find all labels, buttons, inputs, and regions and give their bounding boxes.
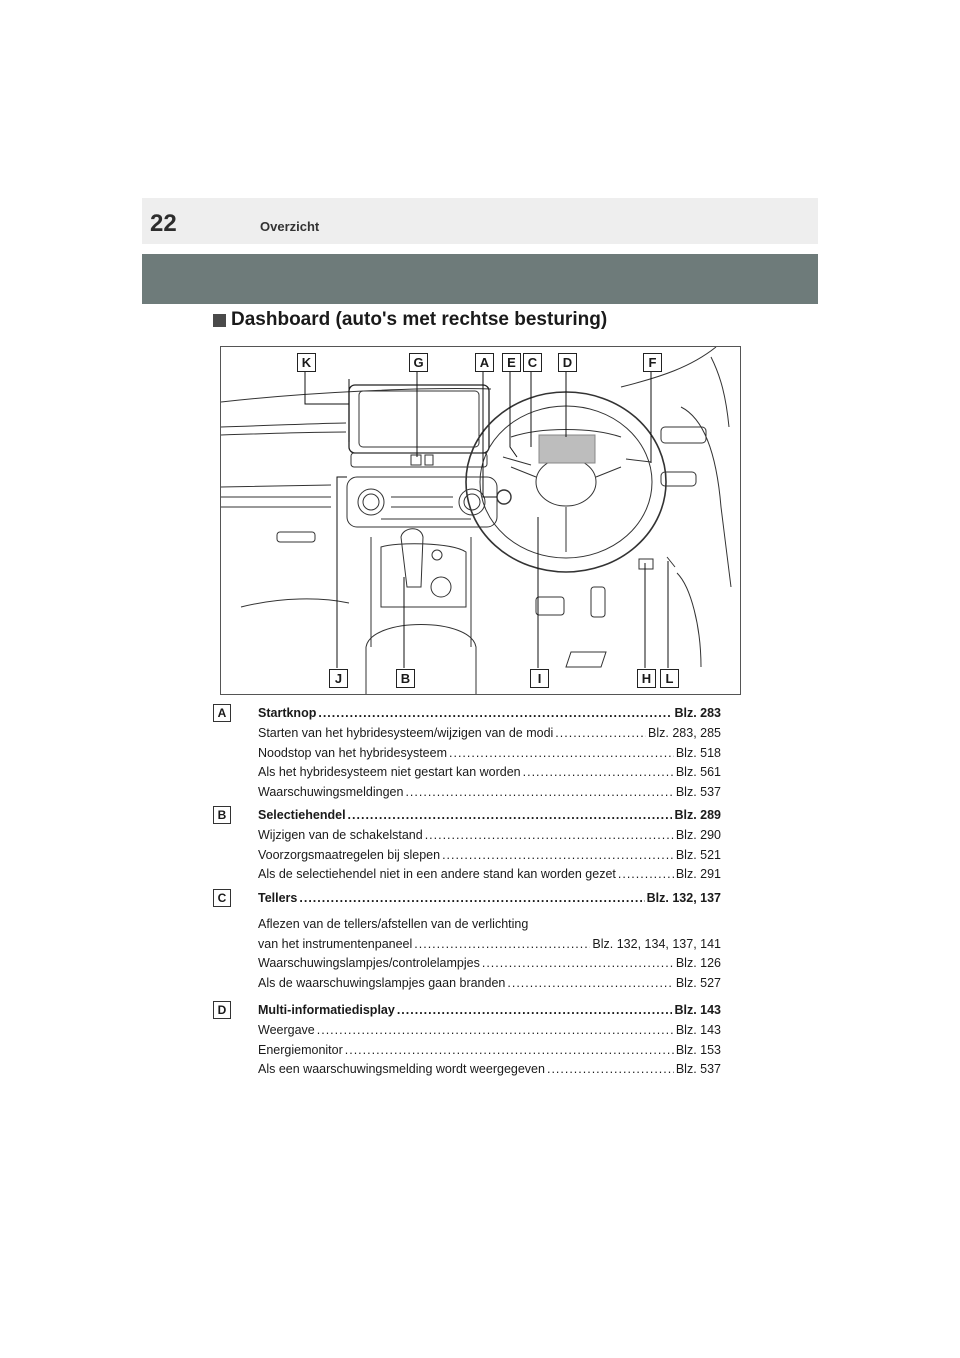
entry-text: Energiemonitor [258, 1042, 343, 1057]
dot-leader [318, 706, 672, 720]
page-reference[interactable]: Blz. 132, 134, 137, 141 [592, 936, 721, 951]
page-reference[interactable]: Blz. 132, 137 [646, 891, 721, 905]
entry-text: Weergave [258, 1023, 315, 1037]
dot-leader [442, 848, 674, 862]
page-reference[interactable]: Blz. 537 [675, 1062, 721, 1076]
entry-item [258, 956, 721, 974]
header-bar [142, 198, 818, 244]
callout-K: K [297, 353, 316, 372]
entry-item [258, 828, 721, 846]
dot-leader [618, 867, 674, 881]
entry-title [258, 808, 721, 826]
entry-text: Als de waarschuwingslampjes gaan branden [258, 975, 506, 990]
dot-leader [317, 1023, 674, 1037]
callout-B: B [396, 669, 415, 688]
entry-title [258, 1003, 721, 1021]
page-reference[interactable]: Blz. 283 [674, 706, 721, 720]
entry-text: Waarschuwingslampjes/controlelampjes [258, 956, 480, 970]
entry-item [258, 746, 721, 764]
page-reference[interactable]: Blz. 290 [675, 828, 721, 842]
callout-I: I [530, 669, 549, 688]
dot-leader [299, 891, 644, 905]
section-band [142, 254, 818, 304]
callout-F: F [643, 353, 662, 372]
entry-text: Als de selectiehendel niet in een andere stand kan worden gezet [258, 867, 616, 881]
entry-letter-badge: A [213, 704, 231, 722]
entry-letter-badge: B [213, 806, 231, 824]
callout-J: J [329, 669, 348, 688]
dot-leader [523, 765, 674, 779]
page-reference[interactable]: Blz. 283, 285 [648, 726, 721, 740]
entry-item [258, 867, 721, 885]
callout-H: H [637, 669, 656, 688]
entry-text: Als het hybridesysteem niet gestart kan worden [258, 765, 521, 779]
page-reference[interactable]: Blz. 143 [675, 1023, 721, 1037]
dashboard-illustration [220, 346, 741, 695]
entry-letter-badge: D [213, 1001, 231, 1019]
entry-item [258, 765, 721, 783]
callout-E: E [502, 353, 521, 372]
dot-leader [425, 828, 674, 842]
page-reference[interactable]: Blz. 561 [675, 765, 721, 779]
callout-C: C [523, 353, 542, 372]
page-reference[interactable]: Blz. 143 [674, 1003, 721, 1017]
entry-text: Starten van het hybridesysteem/wijzigen van de modi [258, 726, 554, 740]
callout-D: D [558, 353, 577, 372]
entry-text: Als een waarschuwingsmelding wordt weergegeven [258, 1062, 545, 1076]
page-reference[interactable]: Blz. 289 [674, 808, 721, 822]
entry-text: Noodstop van het hybridesysteem [258, 745, 447, 760]
entry-text: Selectiehendel [258, 808, 346, 822]
entry-item [258, 726, 721, 744]
entry-item [258, 848, 721, 866]
page-number: 22 [150, 210, 177, 237]
dot-leader [482, 956, 674, 970]
dot-leader [555, 726, 646, 740]
entry-text: Waarschuwingsmeldingen [258, 784, 404, 799]
entry-item [258, 785, 721, 803]
section-title [213, 309, 607, 331]
page-reference[interactable]: Blz. 291 [675, 867, 721, 881]
page-reference[interactable]: Blz. 126 [675, 956, 721, 970]
entry-item [258, 937, 721, 955]
center-screen-icon [349, 385, 489, 467]
dot-leader [547, 1062, 674, 1076]
page-reference[interactable]: Blz. 537 [675, 784, 721, 799]
entry-letter-badge: C [213, 889, 231, 907]
callout-A: A [475, 353, 494, 372]
dot-leader [414, 937, 590, 951]
dot-leader [345, 1043, 674, 1057]
dot-leader [449, 746, 674, 760]
page-reference[interactable]: Blz. 527 [675, 975, 721, 990]
entry-note: Aflezen van de tellers/afstellen van de verlichting [258, 917, 529, 931]
entry-title [258, 891, 721, 909]
entry-item [258, 1023, 721, 1041]
chapter-title: Overzicht [260, 219, 320, 234]
entry-text: Wijzigen van de schakelstand [258, 828, 423, 842]
page-reference[interactable]: Blz. 153 [675, 1042, 721, 1057]
entry-item [258, 1043, 721, 1061]
page-reference[interactable]: Blz. 521 [675, 847, 721, 862]
page-reference[interactable]: Blz. 518 [675, 745, 721, 760]
dot-leader [348, 808, 673, 822]
entry-text: Startknop [258, 706, 317, 720]
entry-item [258, 1062, 721, 1080]
entry-item [258, 976, 721, 994]
entry-text: Voorzorgsmaatregelen bij slepen [258, 847, 441, 862]
dot-leader [405, 785, 673, 799]
callout-G: G [409, 353, 428, 372]
entry-title [258, 706, 721, 724]
section-title-text: Dashboard (auto's met rechtse besturing) [231, 309, 608, 330]
entry-text: Tellers [258, 891, 298, 905]
dot-leader [507, 976, 673, 990]
entry-text: van het instrumentenpaneel [258, 936, 413, 951]
callout-L: L [660, 669, 679, 688]
section-square-icon [213, 314, 226, 327]
entry-text: Multi-informatiedisplay [258, 1003, 395, 1017]
dot-leader [397, 1003, 673, 1017]
